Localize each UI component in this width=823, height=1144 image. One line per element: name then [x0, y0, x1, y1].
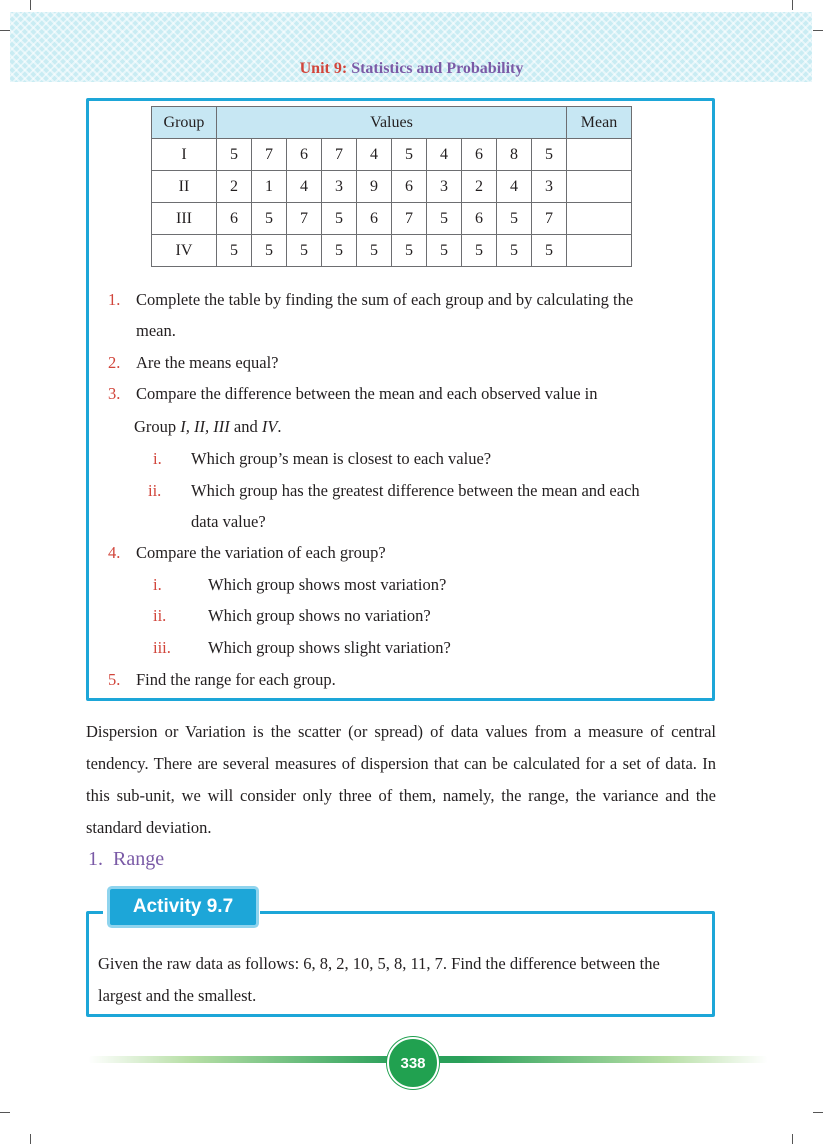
value-cell: 2 [217, 171, 252, 203]
question-number: 4. [108, 543, 121, 562]
table-row [152, 203, 632, 235]
value-cell: 7 [392, 203, 427, 235]
value-cell: 5 [427, 203, 462, 235]
group-last: IV [261, 417, 278, 436]
value-cell: 5 [427, 235, 462, 267]
question-text: Complete the table by finding the sum of each group and by calculating the [136, 290, 634, 309]
value-cell: 5 [287, 235, 322, 267]
value-cell: 5 [462, 235, 497, 267]
value-cell: 9 [357, 171, 392, 203]
group-cell: I [152, 139, 217, 171]
crop-mark [30, 1134, 31, 1144]
crop-mark [0, 1112, 10, 1113]
header-separator: : [341, 60, 348, 77]
value-cell: 5 [497, 235, 532, 267]
value-cell: 7 [252, 139, 287, 171]
crop-mark [30, 0, 31, 10]
question-1 [108, 290, 633, 310]
question-4-iii [153, 638, 451, 658]
header-mean: Mean [567, 107, 632, 139]
value-cell: 4 [427, 139, 462, 171]
question-number: 2. [108, 353, 121, 372]
table-row [152, 139, 632, 171]
activity-text: Given the raw data as follows: 6, 8, 2, 10, 5, 8, 11, 7. Find the difference between the largest and the smallest. [98, 954, 660, 1005]
value-cell: 5 [322, 203, 357, 235]
question-number: i. [153, 449, 162, 468]
question-text: Which group shows most variation? [208, 575, 447, 594]
crop-mark [792, 1134, 793, 1144]
question-2 [108, 353, 278, 373]
question-number: 1. [108, 290, 121, 309]
group-list: I, II, III [180, 417, 230, 436]
question-text: Find the range for each group. [136, 670, 336, 689]
question-text: Are the means equal? [136, 353, 279, 372]
group-cell: III [152, 203, 217, 235]
value-cell: 5 [252, 235, 287, 267]
value-cell: 4 [287, 171, 322, 203]
question-number: ii. [153, 606, 167, 625]
mean-cell [567, 139, 632, 171]
value-cell: 7 [287, 203, 322, 235]
question-number: ii. [148, 481, 162, 500]
value-cell: 6 [462, 203, 497, 235]
body-paragraph: Dispersion or Variation is the scatter (or spread) of data values from a measure of central tendency. There are several measures of dispersion that can be calculated for a set of data. In this sub-unit, we will consider only three of them, namely, the range, the variance and the standard deviation. [86, 722, 716, 837]
question-number: 5. [108, 670, 121, 689]
question-3-ii [148, 481, 640, 501]
value-cell: 8 [497, 139, 532, 171]
value-cell: 5 [392, 235, 427, 267]
question-text: Which group shows slight variation? [208, 638, 451, 657]
question-5 [108, 670, 336, 690]
group-cell: IV [152, 235, 217, 267]
value-cell: 5 [252, 203, 287, 235]
value-cell: 6 [357, 203, 392, 235]
activity-label: Activity 9.7 [110, 889, 256, 925]
values-table [151, 106, 632, 267]
mean-cell [567, 235, 632, 267]
question-text: Compare the variation of each group? [136, 543, 386, 562]
value-cell: 5 [497, 203, 532, 235]
value-cell: 6 [217, 203, 252, 235]
section-number: 1. [88, 848, 103, 870]
group-prefix: Group [134, 417, 181, 436]
section-title: Range [113, 848, 165, 870]
crop-mark [792, 0, 793, 10]
unit-label: Unit 9 [299, 60, 342, 77]
group-and: and [229, 417, 262, 436]
value-cell: 3 [427, 171, 462, 203]
table-row [152, 235, 632, 267]
question-3 [108, 384, 597, 404]
value-cell: 3 [322, 171, 357, 203]
question-3-ii-continued: data value? [191, 512, 266, 531]
header-values: Values [217, 107, 567, 139]
mean-cell [567, 171, 632, 203]
question-1-continued: mean. [136, 321, 176, 340]
question-3-continued [134, 417, 282, 437]
value-cell: 6 [392, 171, 427, 203]
running-header [0, 60, 823, 78]
question-3-i [153, 449, 491, 469]
question-number: 3. [108, 384, 121, 403]
question-4-i [153, 575, 446, 595]
value-cell: 6 [462, 139, 497, 171]
value-cell: 7 [532, 203, 567, 235]
value-cell: 5 [322, 235, 357, 267]
question-number: i. [153, 575, 162, 594]
group-cell: II [152, 171, 217, 203]
question-4-ii [153, 606, 431, 626]
question-text: Which group’s mean is closest to each value? [191, 449, 492, 468]
page-number: 338 [387, 1037, 439, 1089]
value-cell: 4 [497, 171, 532, 203]
header-group: Group [152, 107, 217, 139]
value-cell: 7 [322, 139, 357, 171]
crop-mark [0, 30, 10, 31]
table-header-row [152, 107, 632, 139]
value-cell: 5 [357, 235, 392, 267]
value-cell: 2 [462, 171, 497, 203]
value-cell: 4 [357, 139, 392, 171]
question-text: Which group has the greatest difference between the mean and each [191, 481, 640, 500]
group-end: . [277, 417, 282, 436]
value-cell: 3 [532, 171, 567, 203]
value-cell: 1 [252, 171, 287, 203]
crop-mark [813, 30, 823, 31]
value-cell: 5 [532, 139, 567, 171]
question-number: iii. [153, 638, 171, 657]
crop-mark [813, 1112, 823, 1113]
value-cell: 5 [532, 235, 567, 267]
value-cell: 5 [217, 139, 252, 171]
value-cell: 5 [392, 139, 427, 171]
question-text: Compare the difference between the mean and each observed value in [136, 384, 598, 403]
mean-cell [567, 203, 632, 235]
section-heading [88, 848, 164, 871]
question-text: Which group shows no variation? [208, 606, 431, 625]
question-4 [108, 543, 386, 563]
value-cell: 6 [287, 139, 322, 171]
chapter-title: Statistics and Probability [351, 60, 524, 77]
table-body [152, 139, 632, 267]
table-row [152, 171, 632, 203]
value-cell: 5 [217, 235, 252, 267]
